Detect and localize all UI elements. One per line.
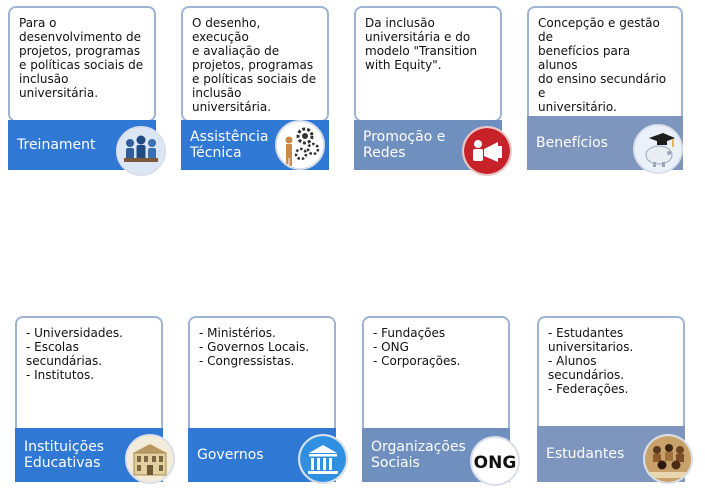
card-description: Para o desenvolvimento de projetos, programas e políticas sociais de inclusão universitária.	[8, 6, 156, 122]
megaphone-icon	[462, 126, 512, 176]
card-label: Treinament	[17, 137, 96, 153]
students-classroom-icon	[643, 434, 693, 484]
card-description: - Universidades. - Escolas secundárias. - Institutos.	[15, 316, 163, 436]
card-instituicoes-educativas	[15, 316, 163, 482]
card-estudantes	[537, 316, 685, 482]
card-treinamento	[8, 6, 156, 170]
card-label: Governos	[197, 447, 264, 463]
card-description: Concepção e gestão de benefícios para alunos do ensino secundário e universitário.	[527, 6, 683, 122]
card-organizacoes-sociais	[362, 316, 517, 482]
card-description: - Ministérios. - Governos Locais. - Congressistas.	[188, 316, 336, 436]
ong-logo-icon	[470, 436, 520, 486]
card-label: Promoção e Redes	[363, 129, 446, 161]
card-description: O desenho, execução e avaliação de projetos, programas e políticas sociais de inclusão universitária.	[181, 6, 329, 122]
card-governos	[188, 316, 336, 482]
card-label: Organizações Sociais	[371, 439, 466, 471]
card-description: - Fundações - ONG - Corporações.	[362, 316, 510, 436]
card-beneficios	[527, 6, 683, 170]
card-assistencia-tecnica	[181, 6, 329, 170]
card-description: Da inclusão universitária e do modelo "Transition with Equity".	[354, 6, 502, 122]
government-building-icon	[298, 434, 348, 484]
school-building-icon	[125, 434, 175, 484]
card-label: Benefícios	[536, 135, 608, 151]
piggy-bank-graduation-icon	[633, 124, 683, 174]
card-label: Assistência Técnica	[190, 129, 269, 161]
card-promocao-redes	[354, 6, 502, 170]
card-label: Instituições Educativas	[24, 439, 105, 471]
ong-logo-text: ONG	[473, 453, 517, 473]
card-description: - Estudantes universitarios. - Alunos secundários. - Federações.	[537, 316, 685, 436]
gears-person-icon	[275, 120, 325, 170]
card-label: Estudantes	[546, 446, 625, 462]
people-meeting-icon	[116, 126, 166, 176]
